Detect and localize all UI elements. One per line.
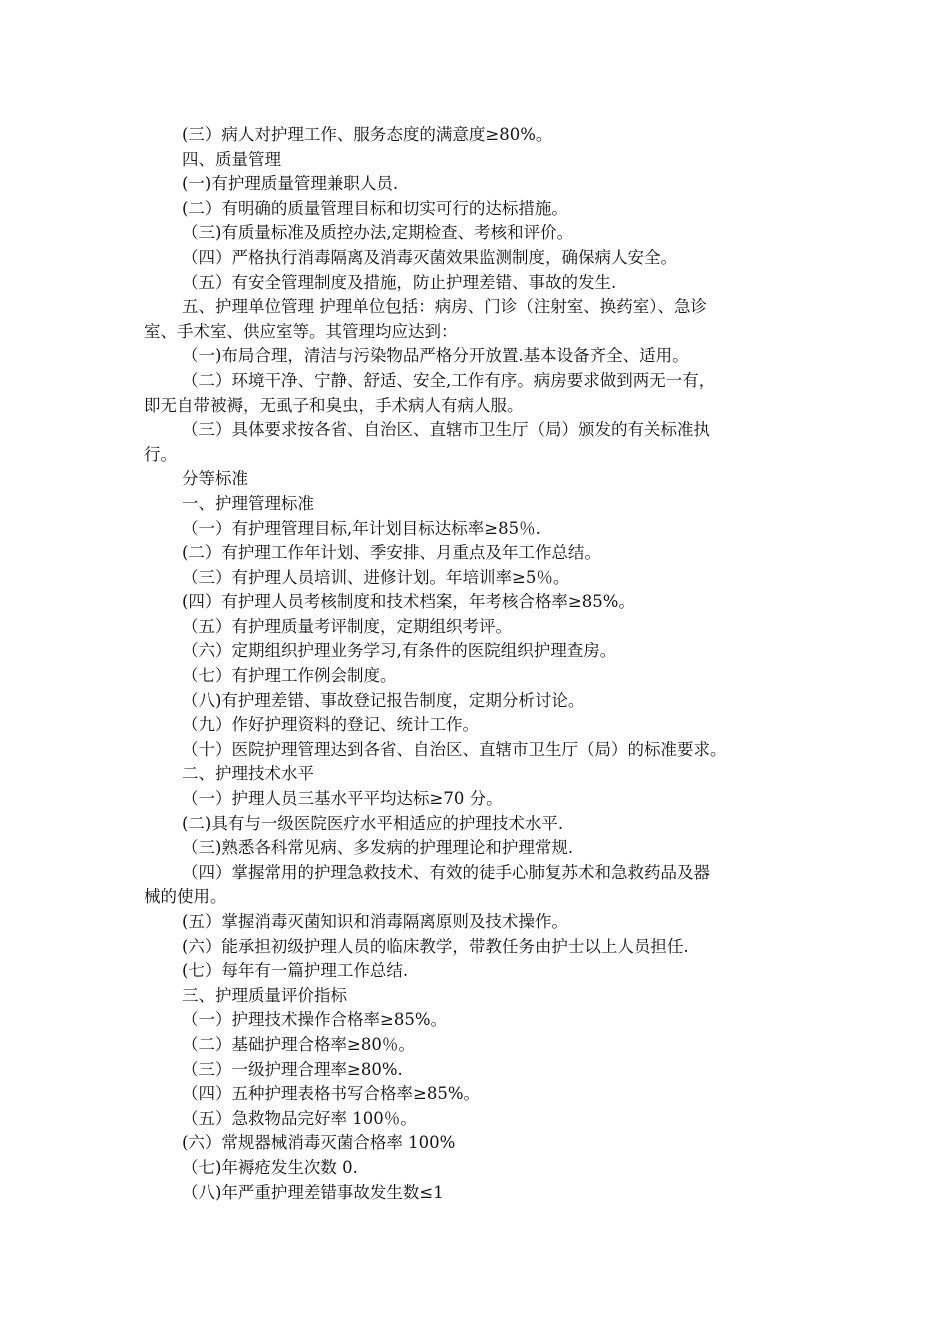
paragraph-line: （三)有质量标准及质控办法,定期检查、考核和评价。 — [182, 223, 574, 243]
paragraph-line: (六）常规器械消毒灭菌合格率 100% — [182, 1133, 456, 1153]
section-heading: 分等标准 — [182, 469, 248, 489]
paragraph-line: （三）一级护理合理率≥80%. — [182, 1059, 403, 1079]
paragraph-line: （二）基础护理合格率≥80％。 — [182, 1034, 415, 1054]
paragraph-line: （五）有安全管理制度及措施，防止护理差错、事故的发生. — [182, 272, 617, 292]
paragraph-line: 行。 — [144, 444, 177, 464]
paragraph-line: （一）护理技术操作合格率≥85%。 — [182, 1010, 447, 1030]
section-heading: 二、护理技术水平 — [182, 764, 314, 784]
paragraph-line: (二）有明确的质量管理目标和切实可行的达标措施。 — [182, 198, 568, 218]
paragraph-line: 即无自带被褥，无虱子和臭虫，手术病人有病人服。 — [144, 395, 524, 415]
paragraph-line: （二）环境干净、宁静、舒适、安全,工作有序。病房要求做到两无一有， — [182, 370, 716, 390]
section-heading: 四、质量管理 — [182, 149, 281, 169]
paragraph-line: （一）有护理管理目标,年计划目标达标率≥85％. — [182, 518, 541, 538]
paragraph-line: （七)年褥疮发生次数 0. — [182, 1157, 358, 1177]
paragraph-line: （七）有护理工作例会制度。 — [182, 666, 397, 686]
paragraph-line: （五）急救物品完好率 100％。 — [182, 1108, 417, 1128]
paragraph-line: （六）定期组织护理业务学习,有条件的医院组织护理查房。 — [182, 641, 617, 661]
document-body — [144, 123, 812, 1205]
paragraph-line: (二）有护理工作年计划、季安排、月重点及年工作总结。 — [182, 543, 601, 563]
paragraph-line: 室、手术室、供应室等。其管理均应达到： — [144, 321, 458, 341]
paragraph-line: （八)年严重护理差错事故发生数≤1 — [182, 1182, 444, 1202]
section-heading: 一、护理管理标准 — [182, 493, 314, 513]
paragraph-line: （三）具体要求按各省、自治区、直辖市卫生厅（局）颁发的有关标准执 — [182, 420, 710, 440]
paragraph-line: (一)有护理质量管理兼职人员. — [182, 174, 399, 194]
paragraph-line: （四）五种护理表格书写合格率≥85%。 — [182, 1084, 480, 1104]
paragraph-line: （十）医院护理管理达到各省、自治区、直辖市卫生厅（局）的标准要求。 — [182, 739, 727, 759]
paragraph-line: (七）每年有一篇护理工作总结. — [182, 961, 409, 981]
paragraph-line: （一)布局合理，清洁与污染物品严格分开放置.基本设备齐全、适用。 — [182, 346, 689, 366]
paragraph-line: （五）有护理质量考评制度，定期组织考评。 — [182, 616, 512, 636]
paragraph-line: （四）严格执行消毒隔离及消毒灭菌效果监测制度，确保病人安全。 — [182, 247, 677, 267]
paragraph-line: (六）能承担初级护理人员的临床教学，带教任务由护士以上人员担任. — [182, 936, 689, 956]
paragraph-line: （九）作好护理资料的登记、统计工作。 — [182, 715, 479, 735]
paragraph-line: (五）掌握消毒灭菌知识和消毒隔离原则及技术操作。 — [182, 912, 568, 931]
paragraph-line: （三)熟悉各科常见病、多发病的护理理论和护理常规. — [182, 838, 574, 858]
paragraph-line: （八)有护理差错、事故登记报告制度，定期分析讨论。 — [182, 690, 585, 710]
paragraph-line: (四）有护理人员考核制度和技术档案，年考核合格率≥85%。 — [182, 592, 635, 612]
paragraph-line: （三）有护理人员培训、进修计划。年培训率≥5％。 — [182, 567, 570, 587]
section-heading: 五、护理单位管理 护理单位包括：病房、门诊（注射室、换药室）、急诊 — [182, 297, 707, 317]
section-heading: 三、护理质量评价指标 — [182, 985, 347, 1005]
paragraph-line: （四）掌握常用的护理急救技术、有效的徒手心肺复苏术和急救药品及器 — [182, 862, 710, 882]
paragraph-line: 械的使用。 — [144, 887, 227, 907]
paragraph-line: (三）病人对护理工作、服务态度的满意度≥80%。 — [182, 125, 553, 144]
paragraph-line: （一）护理人员三基水平平均达标≥70 分。 — [182, 789, 503, 809]
paragraph-line: (二)具有与一级医院医疗水平相适应的护理技术水平. — [182, 813, 564, 833]
